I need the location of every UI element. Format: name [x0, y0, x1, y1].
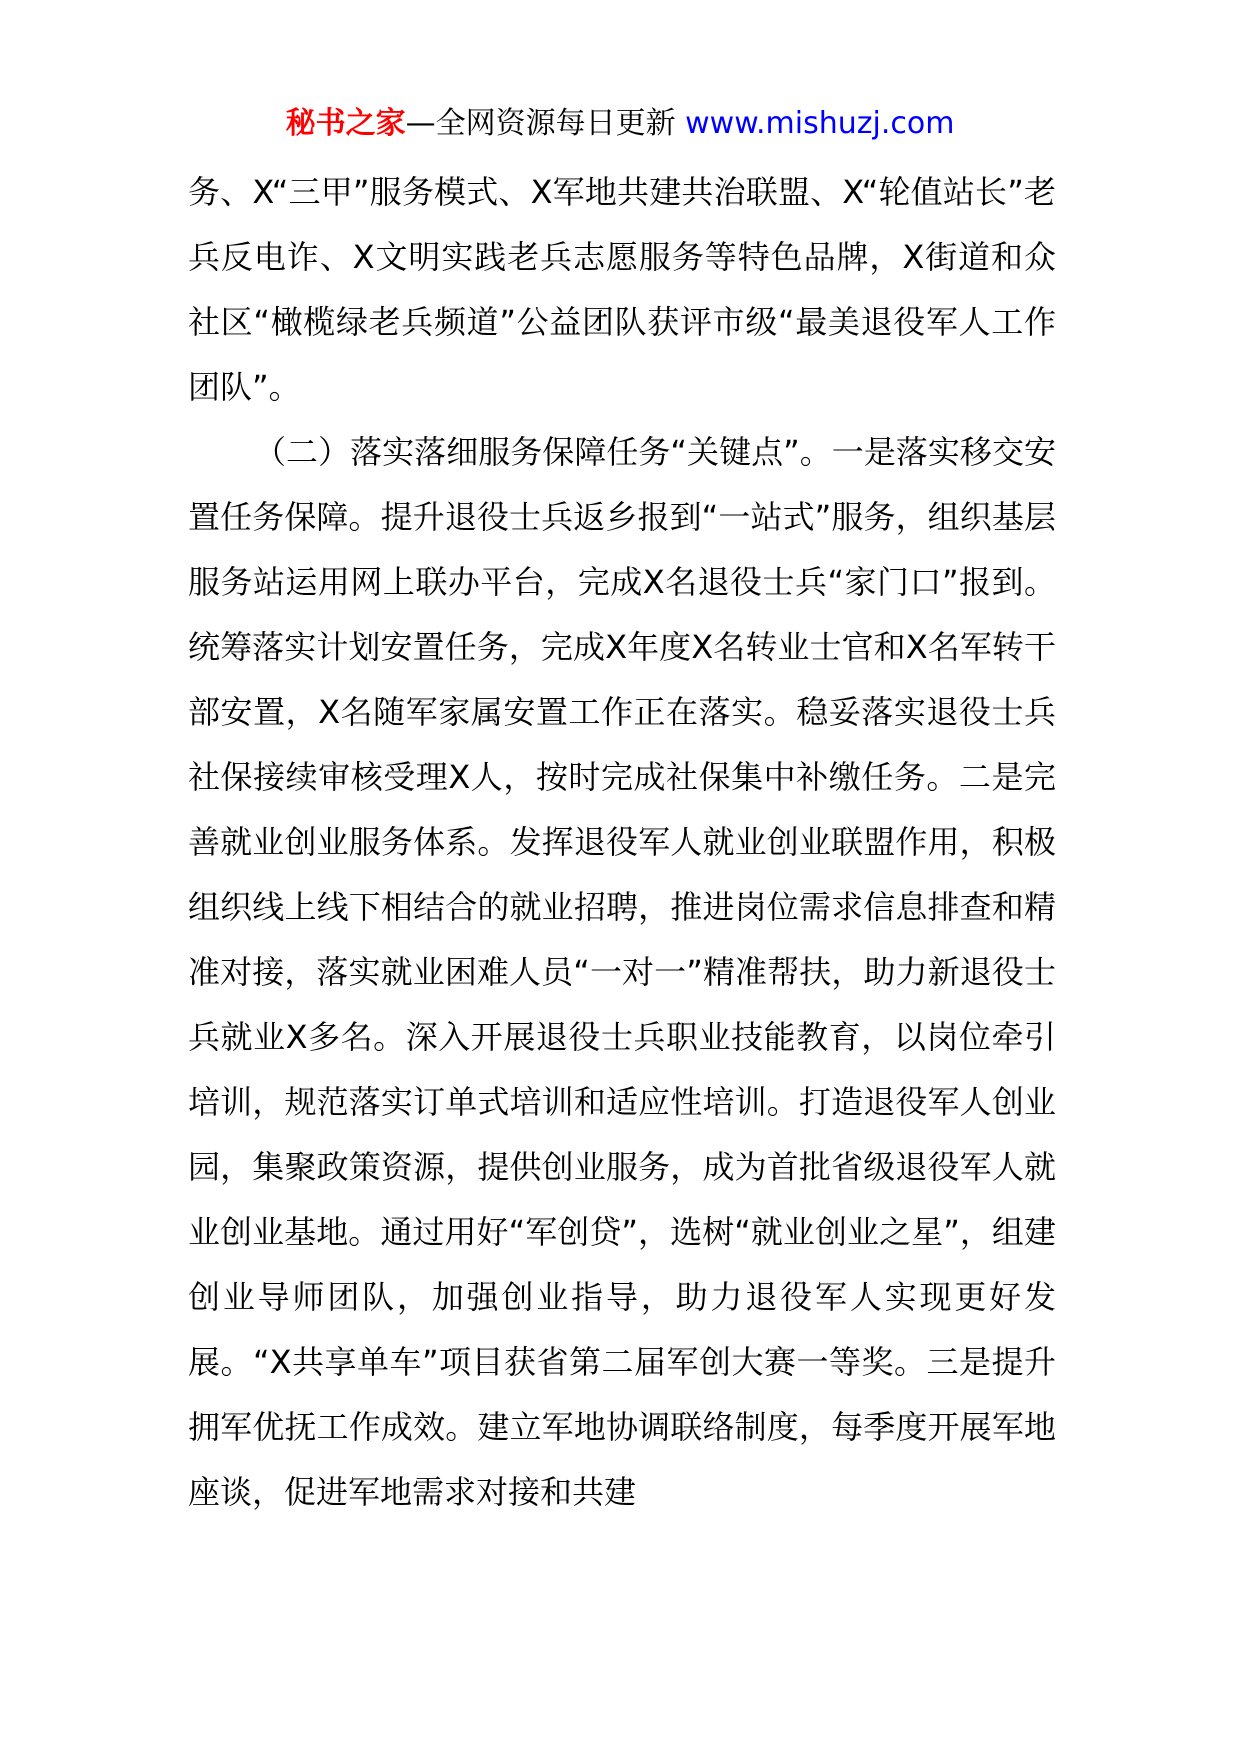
paragraph-section-two: （二）落实落细服务保障任务“关键点”。一是落实移交安置任务保障。提升退役士兵返乡报到“一站式”服务，组织基层服务站运用网上联办平台，完成X名退役士兵“家门口”报到。统筹落实计划安置任务，完成X年度X名转业士官和X名军转干部安置，X名随军家属安置工作正在落实。稳妥落实退役士兵社保接续审核受理X人，按时完成社保集中补缴任务。二是完善就业创业服务体系。发挥退役军人就业创业联盟作用，积极组织线上线下相结合的就业招聘，推进岗位需求信息排查和精准对接，落实就业困难人员“一对一”精准帮扶，助力新退役士兵就业X多名。深入开展退役士兵职业技能教育，以岗位牵引培训，规范落实订单式培训和适应性培训。打造退役军人创业园，集聚政策资源，提供创业服务，成为首批省级退役军人就业创业基地。通过用好“军创贷”，选树“就业创业之星”，组建创业导师团队，加强创业指导，助力退役军人实现更好发展。“X共享单车”项目获省第二届军创大赛一等奖。三是提升拥军优抚工作成效。建立军地协调联络制度，每季度开展军地座谈，促进军地需求对接和共建 [188, 433, 1056, 1511]
page-header [0, 100, 1240, 148]
header-url-link[interactable]: www.mishuzj.com [685, 106, 955, 141]
paragraph-continuation: 务、X“三甲”服务模式、X军地共建共治联盟、X“轮值站长”老兵反电诈、X文明实践老兵志愿服务等特色品牌，X街道和众社区“橄榄绿老兵频道”公益团队获评市级“最美退役军人工作团队”。 [188, 173, 1056, 406]
header-brand: 秘书之家 [285, 106, 406, 141]
document-body [188, 160, 1056, 1525]
header-slogan: —全网资源每日更新 [405, 106, 676, 141]
